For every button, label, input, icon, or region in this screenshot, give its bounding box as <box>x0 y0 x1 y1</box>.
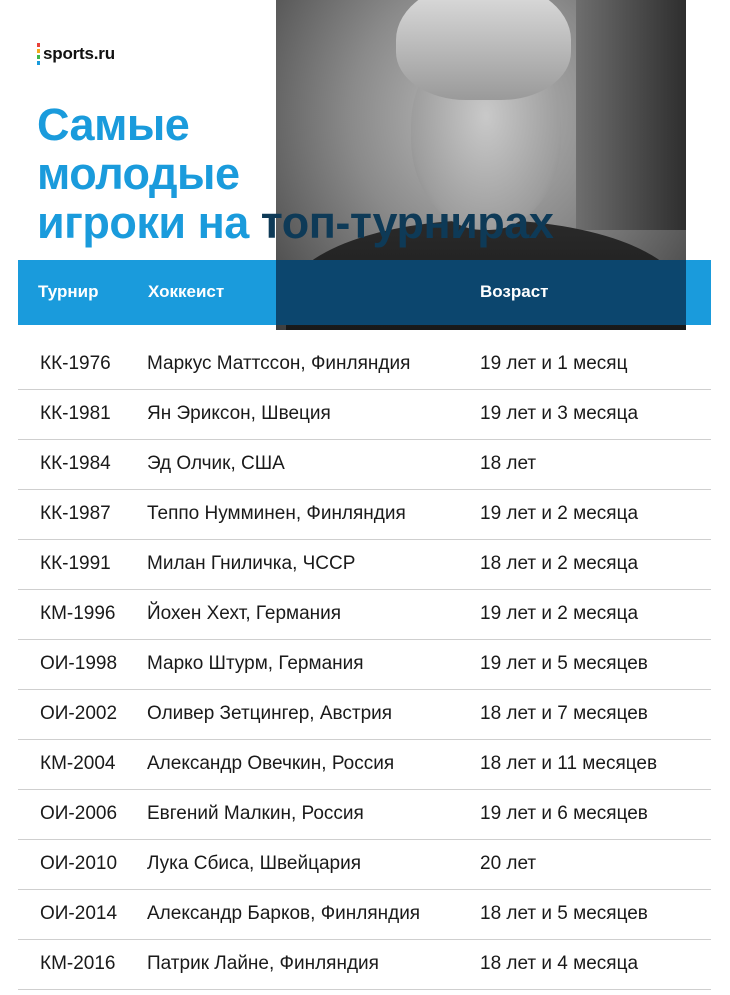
table-row <box>18 890 711 940</box>
header-age: Возраст <box>480 282 549 301</box>
logo-dot-red <box>37 43 40 47</box>
cell-tournament: КК-1981 <box>40 403 111 424</box>
title-line-3-start: игроки на <box>37 197 261 248</box>
table-row <box>18 340 711 390</box>
photo-background <box>576 0 686 230</box>
logo-dot-yellow <box>37 49 40 53</box>
cell-tournament: ОИ-1998 <box>40 653 118 674</box>
table-row <box>18 690 711 740</box>
logo-dot-blue <box>37 61 40 65</box>
cell-player: Александр Барков, Финляндия <box>147 903 421 924</box>
cell-tournament: КК-1991 <box>40 553 111 574</box>
title-line-1: Самые <box>37 99 190 150</box>
table-row <box>18 590 711 640</box>
logo-dot-green <box>37 55 40 59</box>
cell-player: Лука Сбиса, Швейцария <box>147 853 361 874</box>
cell-player: Эд Олчик, США <box>147 453 285 474</box>
logo-text: sports.ru <box>43 44 115 63</box>
cell-player: Евгений Малкин, Россия <box>147 803 364 824</box>
cell-age: 19 лет и 2 месяца <box>480 603 639 624</box>
cell-tournament: КМ-1996 <box>40 603 116 624</box>
table-row <box>18 640 711 690</box>
cell-player: Александр Овечкин, Россия <box>147 753 395 774</box>
cell-tournament: КМ-2004 <box>40 753 116 774</box>
cell-tournament: ОИ-2006 <box>40 803 118 824</box>
logo-mark-icon <box>37 43 40 65</box>
cell-age: 18 лет и 5 месяцев <box>480 903 648 924</box>
cell-tournament: КК-1984 <box>40 453 111 474</box>
table-row <box>18 740 711 790</box>
cell-age: 20 лет <box>480 853 537 874</box>
cell-age: 18 лет и 7 месяцев <box>480 703 648 724</box>
cell-age: 18 лет и 2 месяца <box>480 553 639 574</box>
cell-player: Марко Штурм, Германия <box>147 653 364 674</box>
cell-player: Маркус Маттссон, Финляндия <box>147 353 411 374</box>
cell-player: Патрик Лайне, Финляндия <box>147 953 379 974</box>
cell-age: 19 лет и 1 месяц <box>480 353 628 374</box>
title-line-3-end: топ-турнирах <box>260 197 554 248</box>
cell-player: Теппо Нумминен, Финляндия <box>147 503 406 524</box>
cell-tournament: КК-1976 <box>40 353 111 374</box>
cell-player: Ян Эриксон, Швеция <box>147 403 331 424</box>
cell-age: 18 лет и 11 месяцев <box>480 753 658 774</box>
title-line-3 <box>37 198 553 247</box>
page-title <box>37 100 553 247</box>
table-row <box>18 840 711 890</box>
cell-tournament: ОИ-2002 <box>40 703 118 724</box>
cell-tournament: КК-1987 <box>40 503 111 524</box>
header-tournament: Турнир <box>38 282 99 301</box>
title-line-2: молодые <box>37 148 240 199</box>
cell-tournament: ОИ-2010 <box>40 853 118 874</box>
table-row <box>18 540 711 590</box>
cell-player: Оливер Зетцингер, Австрия <box>147 703 393 724</box>
table-header <box>18 260 711 325</box>
cell-age: 19 лет и 6 месяцев <box>480 803 648 824</box>
cell-tournament: ОИ-2014 <box>40 903 118 924</box>
cell-age: 19 лет и 3 месяца <box>480 403 639 424</box>
cell-player: Йохен Хехт, Германия <box>147 603 342 624</box>
cell-tournament: КМ-2016 <box>40 953 116 974</box>
table-body <box>18 340 711 990</box>
cell-player: Милан Гниличка, ЧССР <box>147 553 356 574</box>
table-row <box>18 390 711 440</box>
cell-age: 18 лет <box>480 453 537 474</box>
sports-ru-logo[interactable] <box>37 42 115 66</box>
cell-age: 18 лет и 4 месяца <box>480 953 639 974</box>
photo-hair <box>396 0 571 100</box>
cell-age: 19 лет и 2 месяца <box>480 503 639 524</box>
cell-age: 19 лет и 5 месяцев <box>480 653 648 674</box>
header-player: Хоккеист <box>148 282 225 301</box>
table-row <box>18 940 711 990</box>
table-row <box>18 490 711 540</box>
table-row <box>18 790 711 840</box>
table-row <box>18 440 711 490</box>
